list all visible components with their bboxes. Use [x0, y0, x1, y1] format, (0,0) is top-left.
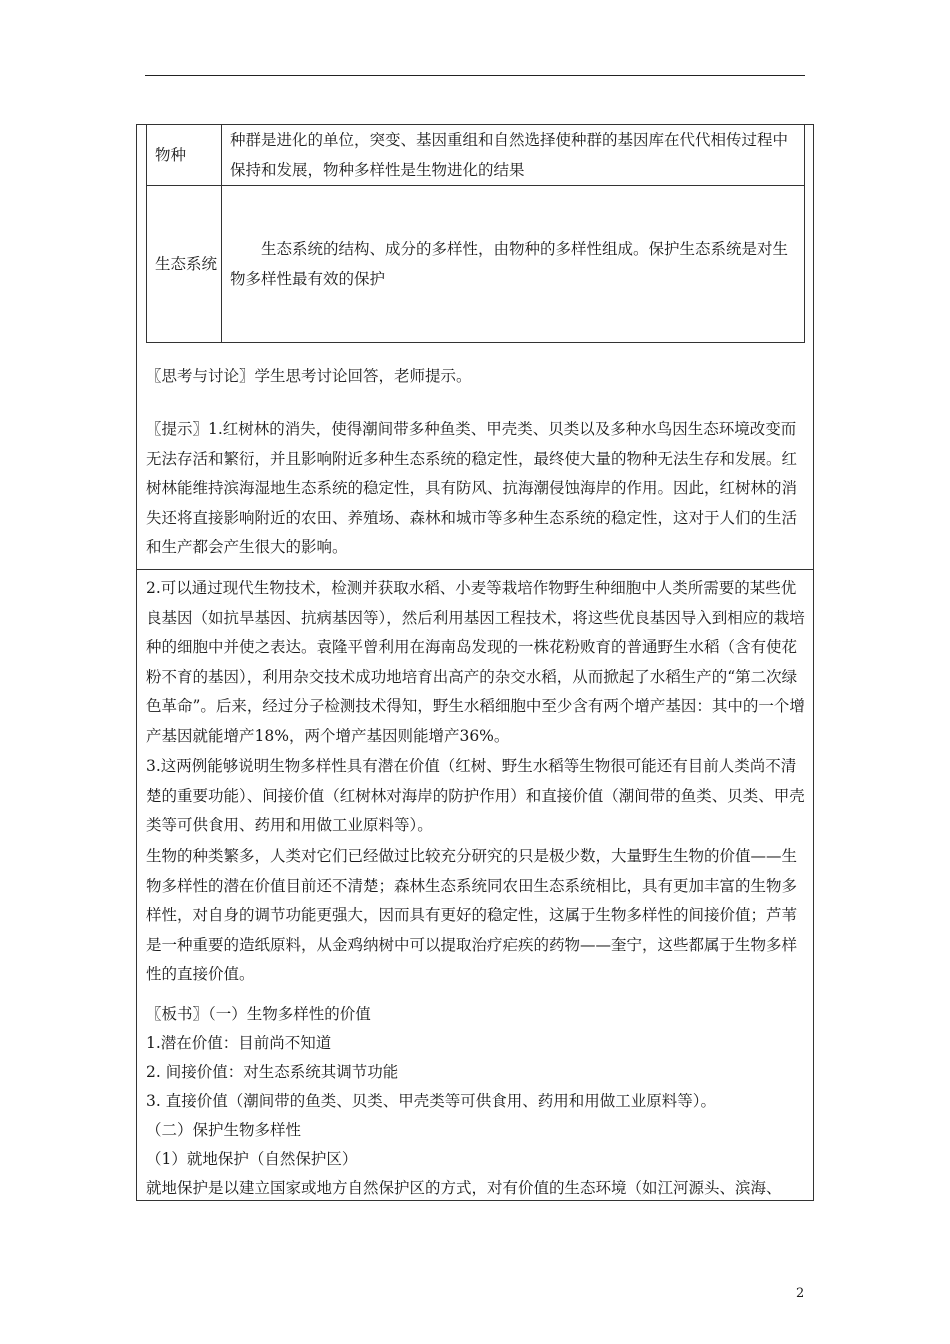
board-item: 3. 直接价值（潮间带的鱼类、贝类、甲壳类等可供食用、药用和用做工业原料等）。	[146, 1092, 716, 1110]
summary-paragraph: 生物的种类繁多，人类对它们已经做过比较充分研究的只是极少数，大量野生生物的价值——生物多样性的潜在价值目前还不清楚；森林生态系统同农田生态系统相比，具有更加丰富的生物多样性，对自身的调节功能更强大，因而具有更好的稳定性，这属于生物多样性的间接价值；芦苇是一种重要的造纸原料，从金鸡纳树中可以提取治疗疟疾的药物——奎宁，这些都属于生物多样性的直接价值。	[146, 847, 798, 983]
section-divider	[136, 569, 814, 570]
board-section-2: （二）保护生物多样性	[146, 1121, 302, 1139]
header-rule	[145, 75, 805, 76]
page-number: 2	[796, 1286, 805, 1301]
board-subsection-1: （1）就地保护（自然保护区）	[146, 1150, 358, 1168]
row-content-ecosystem: 生态系统的结构、成分的多样性，由物种的多样性组成。保护生态系统是对生物多样性最有效的保护	[222, 186, 805, 343]
table-row	[147, 186, 805, 343]
board-title: 〖板书〗（一）生物多样性的价值	[146, 1005, 371, 1023]
board-last-line: 就地保护是以建立国家或地方自然保护区的方式，对有价值的生态环境（如江河源头、滨海、	[146, 1179, 782, 1197]
discussion-prompt: 〖思考与讨论〗学生思考讨论回答，老师提示。	[146, 367, 472, 385]
hint-paragraph: 〖提示〗1.红树林的消失，使得潮间带多种鱼类、甲壳类、贝类以及多种水鸟因生态环境改变而无法存活和繁衍，并且影响附近多种生态系统的稳定性，最终使大量的物种无法生存和发展。红树林能维持滨海湿地生态系统的稳定性，具有防风、抗海潮侵蚀海岸的作用。因此，红树林的消失还将直接影响附近的农田、养殖场、森林和城市等多种生态系统的稳定性，这对于人们的生活和生产都会产生很大的影响。	[146, 420, 798, 556]
point-2-paragraph: 2.可以通过现代生物技术，检测并获取水稻、小麦等栽培作物野生种细胞中人类所需要的某些优良基因（如抗旱基因、抗病基因等），然后利用基因工程技术，将这些优良基因导入到相应的栽培种的细胞中并使之表达。袁隆平曾利用在海南岛发现的一株花粉败育的普通野生水稻（含有使花粉不育的基因），利用杂交技术成功地培育出高产的杂交水稻，从而掀起了水稻生产的“第二次绿色革命”。后来，经过分子检测技术得知，野生水稻细胞中至少含有两个增产基因：其中的一个增产基因就能增产18%，两个增产基因则能增产36%。	[146, 579, 805, 745]
point-3-paragraph: 3.这两例能够说明生物多样性具有潜在价值（红树、野生水稻等生物很可能还有目前人类尚不清楚的重要功能）、间接价值（红树林对海岸的防护作用）和直接价值（潮间带的鱼类、贝类、甲壳类等可供食用、药用和用做工业原料等）。	[146, 757, 805, 834]
row-label-species: 物种	[147, 125, 222, 186]
row-content-species: 种群是进化的单位，突变、基因重组和自然选择使种群的基因库在代代相传过程中保持和发展，物种多样性是生物进化的结果	[222, 125, 805, 186]
board-item: 1.潜在价值：目前尚不知道	[146, 1034, 332, 1052]
board-item: 2. 间接价值：对生态系统其调节功能	[146, 1063, 399, 1081]
table-row	[147, 125, 805, 186]
row-label-ecosystem: 生态系统	[147, 186, 222, 343]
biodiversity-table	[146, 124, 805, 343]
